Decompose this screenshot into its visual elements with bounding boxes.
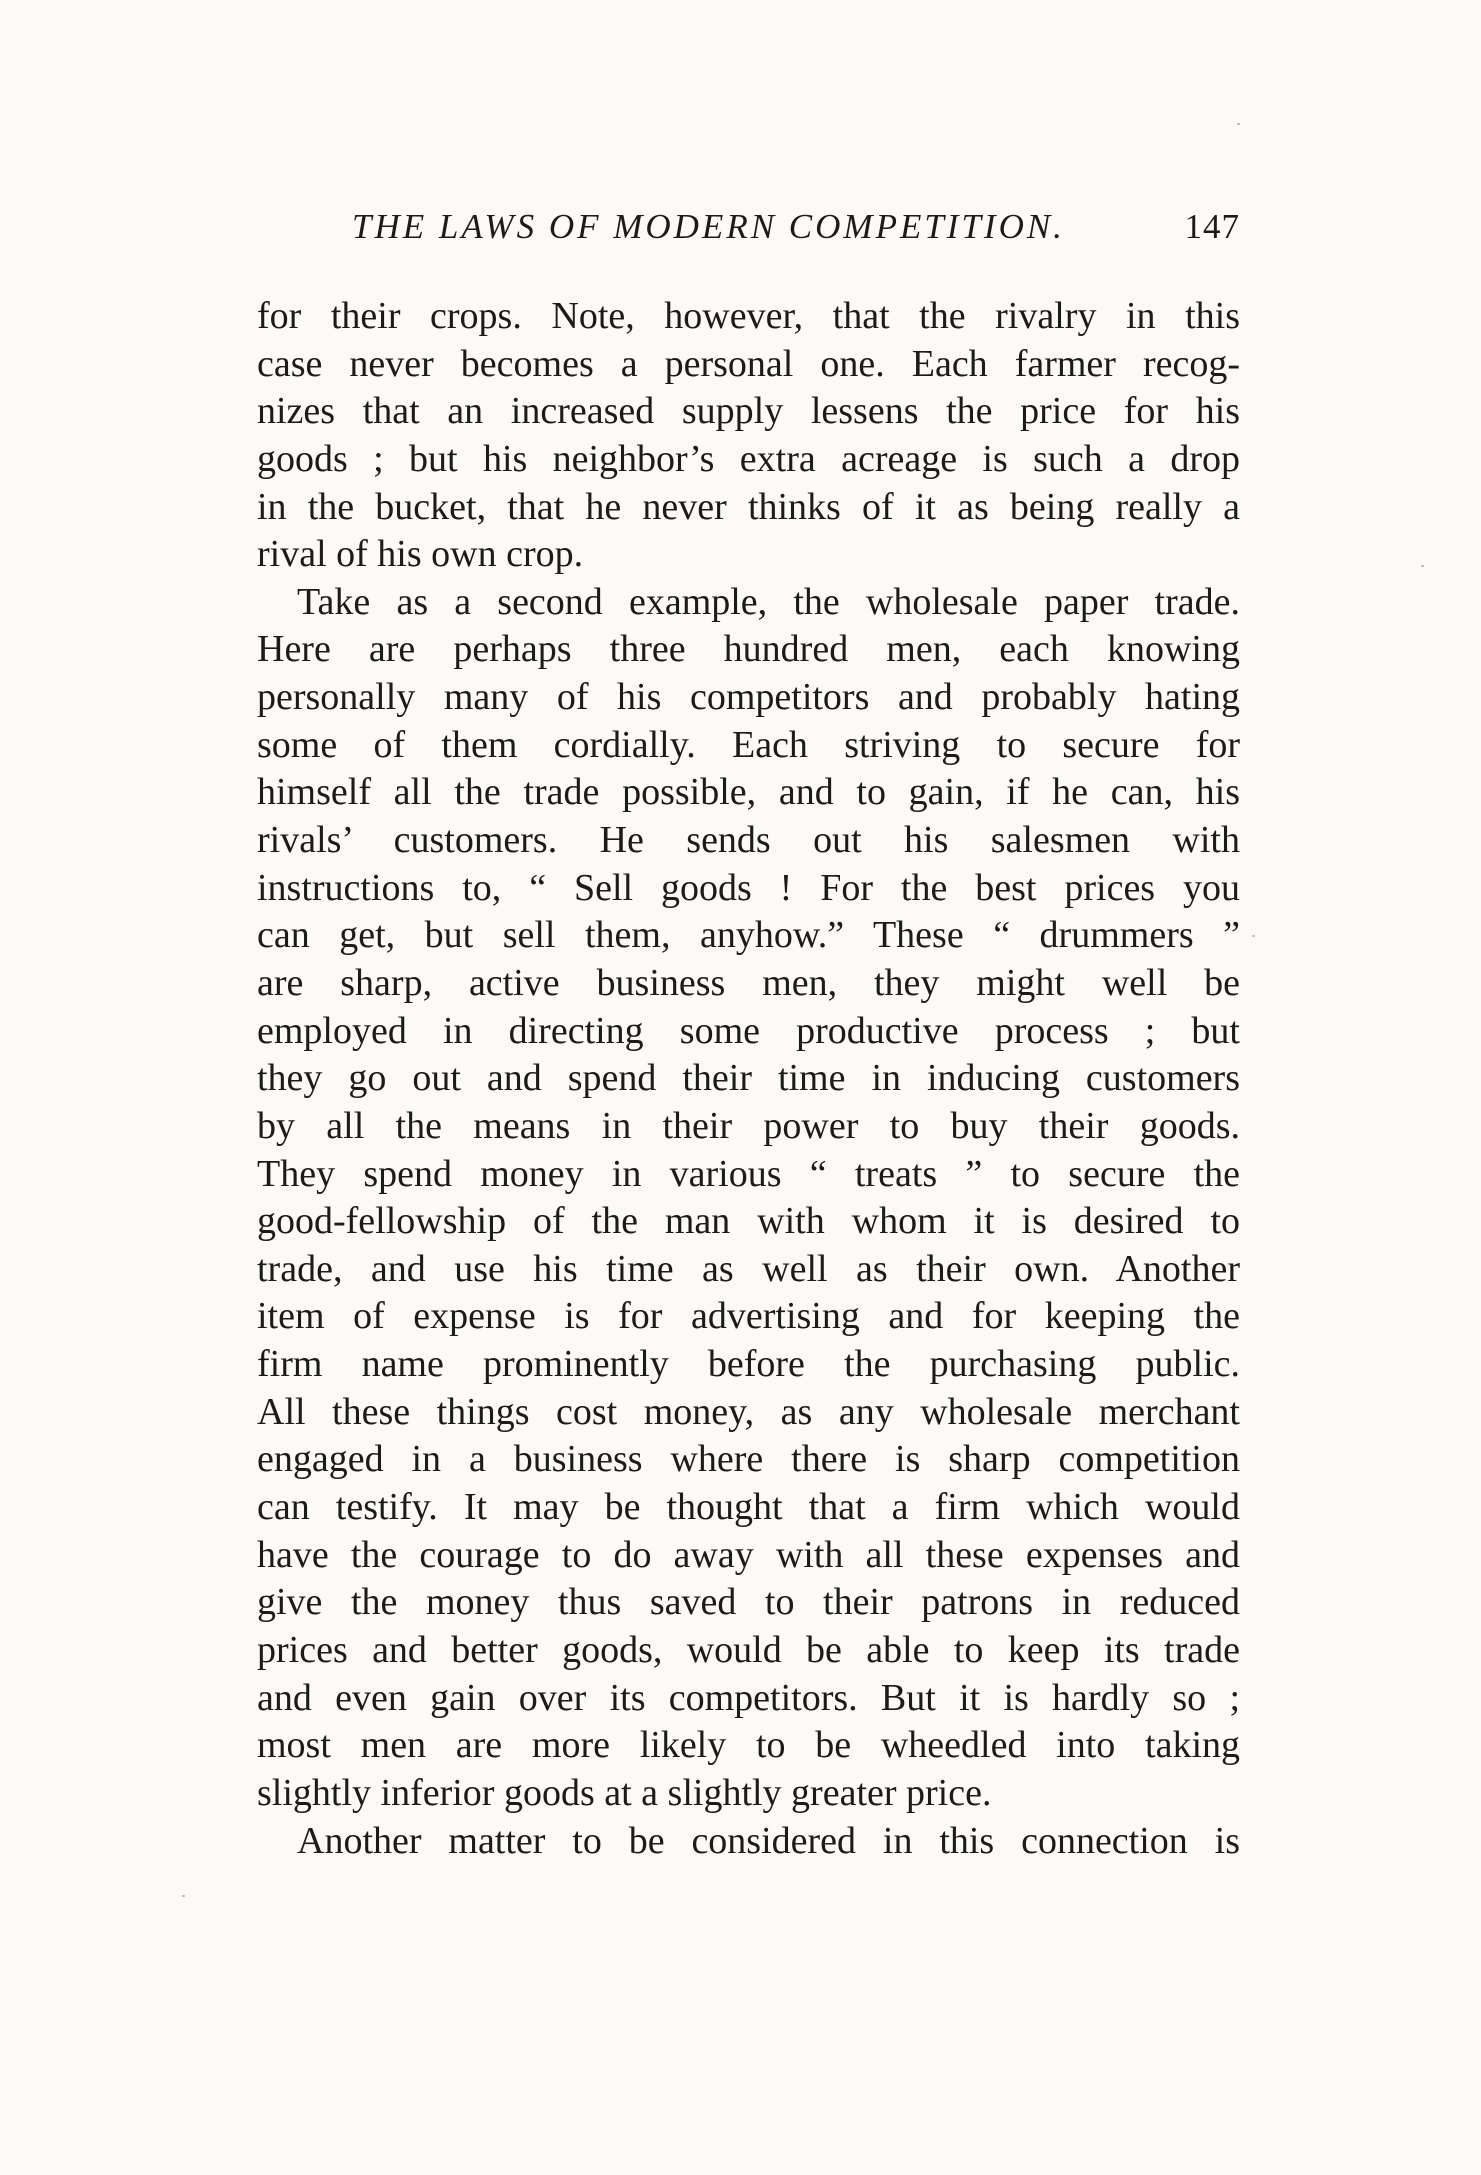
paper-speck bbox=[1421, 565, 1424, 567]
text-line: they go out and spend their time in inducing customers bbox=[257, 1057, 1240, 1100]
paragraph-first-line: Another matter to be considered in this connection is bbox=[297, 1819, 1240, 1862]
text-line: instructions to, “ Sell goods ! For the best prices you bbox=[257, 866, 1240, 909]
text-line: and even gain over its competitors. But it is hardly so ; bbox=[257, 1676, 1240, 1719]
page-number: 147 bbox=[1184, 207, 1240, 246]
text-line: are sharp, active business men, they might well be bbox=[257, 961, 1240, 1004]
paper-speck bbox=[1237, 123, 1240, 125]
text-line: can testify. It may be thought that a firm which would bbox=[257, 1486, 1240, 1529]
text-line: have the courage to do away with all these expenses and bbox=[257, 1533, 1240, 1576]
text-line: by all the means in their power to buy their goods. bbox=[257, 1104, 1240, 1147]
text-line: nizes that an increased supply lessens the price for his bbox=[257, 390, 1240, 433]
running-head bbox=[352, 202, 1240, 252]
text-line: engaged in a business where there is sharp competition bbox=[257, 1438, 1240, 1481]
text-line: case never becomes a personal one. Each farmer recog- bbox=[257, 342, 1240, 385]
text-line: for their crops. Note, however, that the rivalry in this bbox=[257, 295, 1240, 337]
text-line: firm name prominently before the purchasing public. bbox=[257, 1343, 1240, 1386]
text-line: prices and better goods, would be able to keep its trade bbox=[257, 1628, 1240, 1671]
text-line: item of expense is for advertising and for keeping the bbox=[257, 1295, 1240, 1338]
text-line: in the bucket, that he never thinks of it as being really a bbox=[257, 485, 1240, 528]
text-line: rival of his own crop. bbox=[257, 533, 584, 576]
text-line: good-fellowship of the man with whom it is desired to bbox=[257, 1200, 1240, 1243]
paragraph-first-line: Take as a second example, the wholesale paper trade. bbox=[297, 580, 1240, 623]
text-line: goods ; but his neighbor’s extra acreage is such a drop bbox=[257, 437, 1240, 480]
text-line: slightly inferior goods at a slightly greater price. bbox=[257, 1771, 992, 1814]
text-line: most men are more likely to be wheedled into taking bbox=[257, 1724, 1240, 1767]
text-line: rivals’ customers. He sends out his salesmen with bbox=[257, 819, 1240, 862]
paper-speck bbox=[182, 1895, 185, 1897]
text-line: All these things cost money, as any wholesale merchant bbox=[257, 1390, 1240, 1433]
paper-speck bbox=[1252, 935, 1255, 937]
text-line: trade, and use his time as well as their own. Another bbox=[257, 1247, 1240, 1290]
text-line: can get, but sell them, anyhow.” These “ drummers ” bbox=[257, 914, 1240, 957]
text-line: some of them cordially. Each striving to secure for bbox=[257, 723, 1240, 766]
body-text bbox=[257, 293, 1240, 1865]
text-line: give the money thus saved to their patrons in reduced bbox=[257, 1581, 1240, 1624]
running-title: THE LAWS OF MODERN COMPETITION. bbox=[352, 207, 1065, 246]
text-line: himself all the trade possible, and to gain, if he can, his bbox=[257, 771, 1240, 814]
text-line: They spend money in various “ treats ” to secure the bbox=[257, 1152, 1240, 1195]
text-line: personally many of his competitors and probably hating bbox=[257, 676, 1240, 719]
text-line: Here are perhaps three hundred men, each knowing bbox=[257, 628, 1240, 671]
text-line: employed in directing some productive process ; but bbox=[257, 1009, 1240, 1052]
